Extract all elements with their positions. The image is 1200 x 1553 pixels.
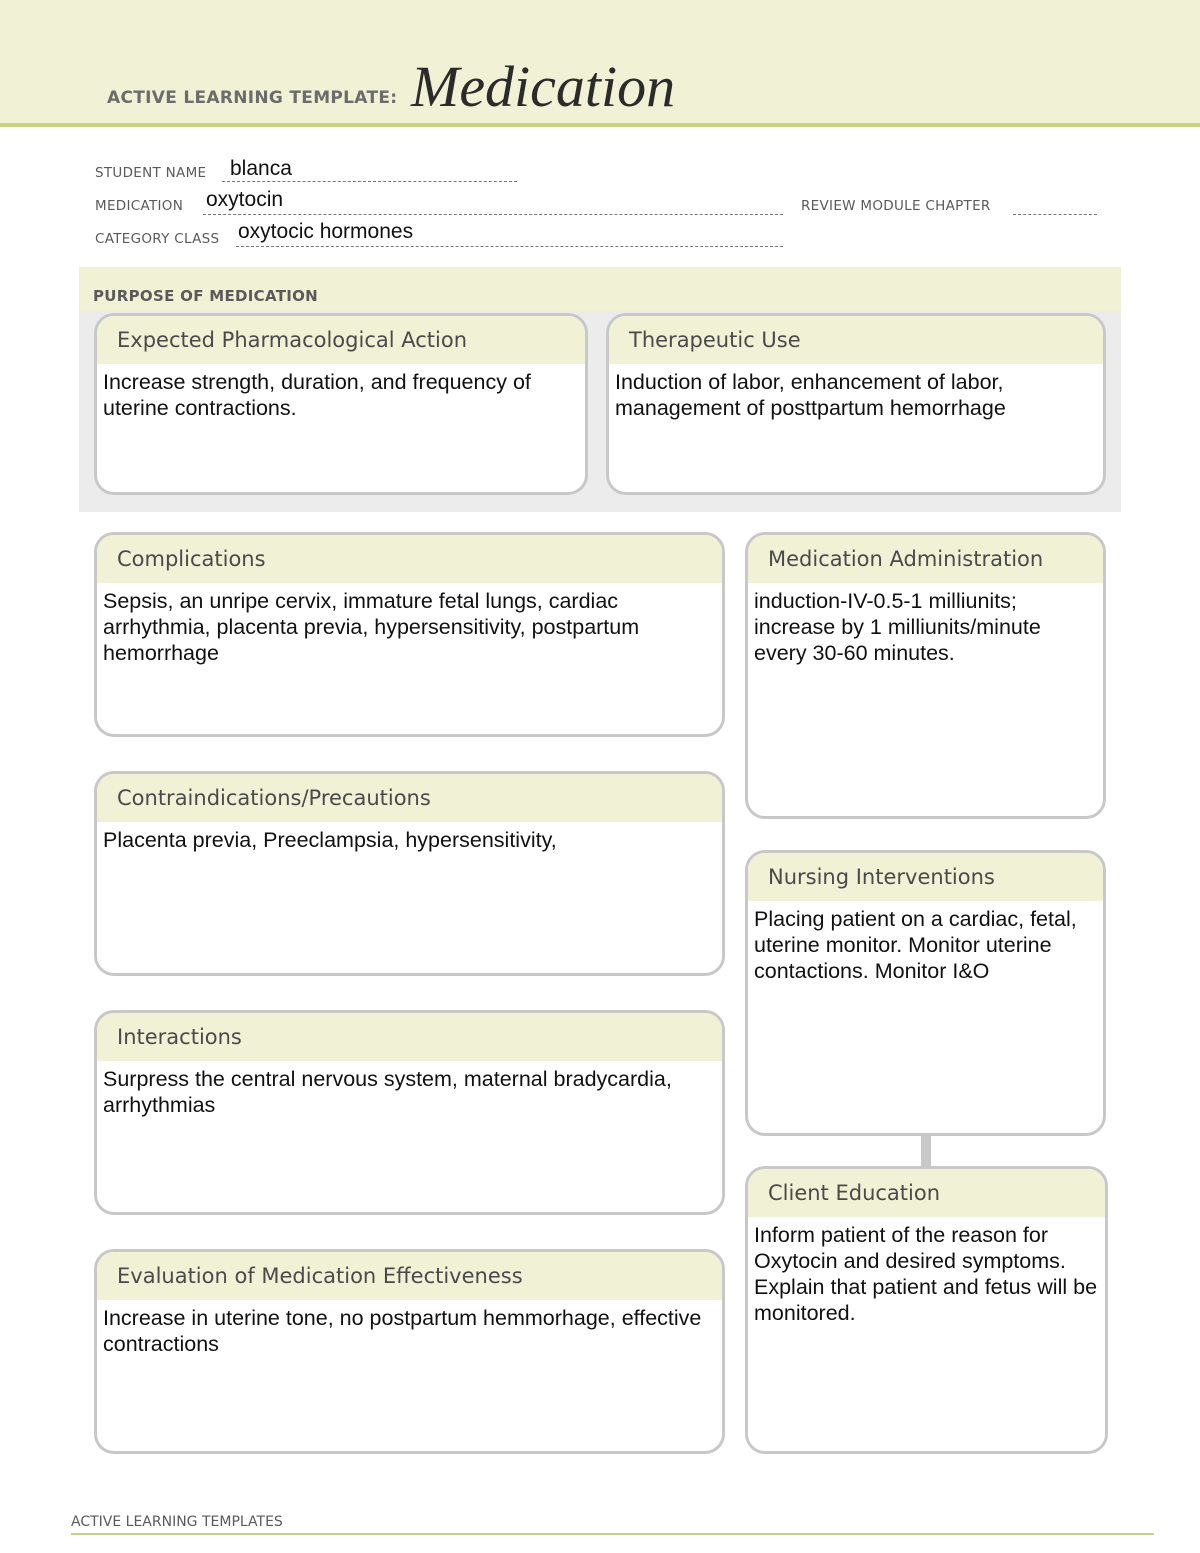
header-rule xyxy=(0,123,1200,127)
purpose-label: PURPOSE OF MEDICATION xyxy=(93,287,319,305)
client-education-card xyxy=(745,1166,1108,1454)
nursing-interventions-card xyxy=(745,850,1106,1136)
client-education-heading: Client Education xyxy=(748,1169,1105,1217)
medication-label: MEDICATION xyxy=(95,198,184,214)
category-class-field[interactable]: oxytocic hormones xyxy=(238,220,414,243)
client-education-text[interactable]: Inform patient of the reason for Oxytocin and desired symptoms. Explain that patient and fetus will be monitored. xyxy=(754,1223,1098,1325)
review-module-label: REVIEW MODULE CHAPTER xyxy=(801,198,991,214)
category-class-label: CATEGORY CLASS xyxy=(95,231,220,247)
expected-action-text[interactable]: Increase strength, duration, and frequency of uterine contractions. xyxy=(103,370,531,420)
interactions-text[interactable]: Surpress the central nervous system, maternal bradycardia, arrhythmias xyxy=(103,1067,672,1117)
evaluation-heading: Evaluation of Medication Effectiveness xyxy=(97,1252,722,1300)
interactions-heading: Interactions xyxy=(97,1013,722,1061)
nursing-interventions-heading: Nursing Interventions xyxy=(748,853,1103,901)
review-module-line xyxy=(1013,214,1097,215)
nursing-interventions-text[interactable]: Placing patient on a cardiac, fetal, uterine monitor. Monitor uterine contactions. Monitor I&O xyxy=(754,907,1077,983)
expected-action-heading: Expected Pharmacological Action xyxy=(97,316,585,364)
student-name-line xyxy=(222,181,517,182)
medication-administration-heading: Medication Administration xyxy=(748,535,1103,583)
contraindications-card xyxy=(94,771,725,976)
student-name-label: STUDENT NAME xyxy=(95,165,207,181)
medication-administration-card xyxy=(745,532,1106,819)
page-title: Medication xyxy=(411,54,676,119)
contraindications-text[interactable]: Placenta previa, Preeclampsia, hypersensitivity, xyxy=(103,828,557,852)
contraindications-heading: Contraindications/Precautions xyxy=(97,774,722,822)
footer-label: ACTIVE LEARNING TEMPLATES xyxy=(71,1514,283,1530)
medication-administration-text[interactable]: induction-IV-0.5-1 milliunits; increase by 1 milliunits/minute every 30-60 minutes. xyxy=(754,589,1041,665)
template-label: ACTIVE LEARNING TEMPLATE: xyxy=(107,88,398,108)
evaluation-text[interactable]: Increase in uterine tone, no postpartum hemmorhage, effective contractions xyxy=(103,1306,702,1356)
category-class-line xyxy=(236,246,783,247)
interactions-card xyxy=(94,1010,725,1215)
complications-card xyxy=(94,532,725,737)
complications-text[interactable]: Sepsis, an unripe cervix, immature fetal lungs, cardiac arrhythmia, placenta previa, hypersensitivity, postpartum hemorrhage xyxy=(103,589,640,665)
footer-rule xyxy=(71,1533,1154,1535)
complications-heading: Complications xyxy=(97,535,722,583)
evaluation-card xyxy=(94,1249,725,1454)
therapeutic-use-card xyxy=(606,313,1106,495)
therapeutic-use-text[interactable]: Induction of labor, enhancement of labor, management of posttpartum hemorrhage xyxy=(615,370,1006,420)
medication-field[interactable]: oxytocin xyxy=(206,188,284,211)
connector-bar xyxy=(921,1134,931,1166)
therapeutic-use-heading: Therapeutic Use xyxy=(609,316,1103,364)
expected-action-card xyxy=(94,313,588,495)
student-name-field[interactable]: blanca xyxy=(230,157,292,180)
medication-line xyxy=(203,214,783,215)
